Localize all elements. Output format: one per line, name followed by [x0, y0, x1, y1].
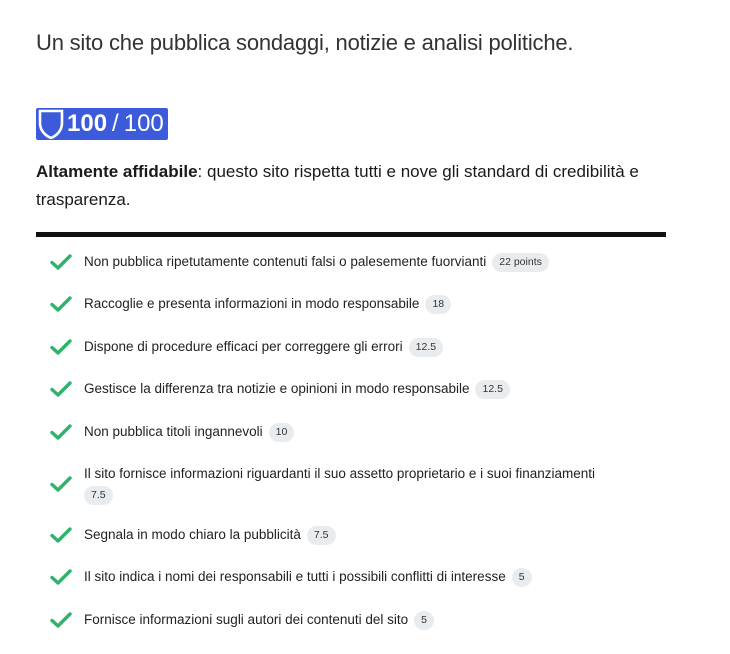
- criterion-text: [84, 566, 532, 587]
- criterion-text: [84, 463, 644, 505]
- points-badge: 12.5: [475, 380, 509, 399]
- points-badge: 5: [414, 611, 434, 630]
- criterion-text: [84, 378, 510, 399]
- check-icon: [50, 568, 72, 586]
- criterion-text: [84, 336, 443, 357]
- points-badge: 22 points: [492, 253, 549, 272]
- criterion-label: Dispone di procedure efficaci per correggere gli errori: [84, 339, 403, 354]
- points-badge: 7.5: [307, 526, 336, 545]
- rating-summary: [36, 158, 676, 214]
- rating-card: [36, 0, 666, 237]
- criterion-item: [36, 566, 666, 587]
- criterion-item: [36, 251, 666, 272]
- criterion-label: Segnala in modo chiaro la pubblicità: [84, 527, 301, 542]
- criterion-label: Non pubblica ripetutamente contenuti falsi o palesemente fuorvianti: [84, 254, 487, 269]
- check-icon: [50, 611, 72, 629]
- criterion-label: Il sito fornisce informazioni riguardanti il suo assetto proprietario e i suoi finanziamenti: [84, 466, 595, 481]
- score-badge: [36, 108, 168, 140]
- criterion-item: [36, 421, 666, 442]
- criterion-label: Il sito indica i nomi dei responsabili e tutti i possibili conflitti di interesse: [84, 569, 506, 584]
- rating-description: : questo sito rispetta tutti e nove gli standard di credibilità e trasparenza.: [36, 162, 639, 209]
- check-icon: [50, 253, 72, 271]
- criterion-label: Raccoglie e presenta informazioni in modo responsabile: [84, 296, 420, 311]
- criterion-item: [36, 463, 666, 505]
- criterion-label: Gestisce la differenza tra notizie e opinioni in modo responsabile: [84, 381, 470, 396]
- criterion-text: [84, 421, 294, 442]
- score-separator: /: [112, 110, 119, 137]
- criterion-text: [84, 293, 451, 314]
- check-icon: [50, 380, 72, 398]
- criterion-text: [84, 524, 336, 545]
- site-description: Un sito che pubblica sondaggi, notizie e analisi politiche.: [36, 30, 574, 55]
- score-value: 100: [67, 110, 108, 137]
- shield-icon: [38, 109, 64, 139]
- check-icon: [50, 475, 72, 493]
- criterion-item: [36, 293, 666, 314]
- check-icon: [50, 526, 72, 544]
- criterion-text: [84, 609, 434, 630]
- check-icon: [50, 338, 72, 356]
- divider: [36, 232, 666, 237]
- criterion-label: Non pubblica titoli ingannevoli: [84, 424, 263, 439]
- rating-label: Altamente affidabile: [36, 162, 198, 181]
- criterion-item: [36, 378, 666, 399]
- criterion-text: [84, 251, 549, 272]
- criterion-item: [36, 524, 666, 545]
- criterion-label: Fornisce informazioni sugli autori dei contenuti del sito: [84, 612, 409, 627]
- score-max: 100: [123, 110, 164, 137]
- criterion-item: [36, 336, 666, 357]
- check-icon: [50, 423, 72, 441]
- points-badge: 12.5: [409, 338, 443, 357]
- points-badge: 10: [269, 423, 295, 442]
- points-badge: 18: [425, 295, 451, 314]
- criterion-item: [36, 609, 666, 630]
- points-badge: 5: [512, 568, 532, 587]
- points-badge: 7.5: [84, 486, 113, 505]
- check-icon: [50, 295, 72, 313]
